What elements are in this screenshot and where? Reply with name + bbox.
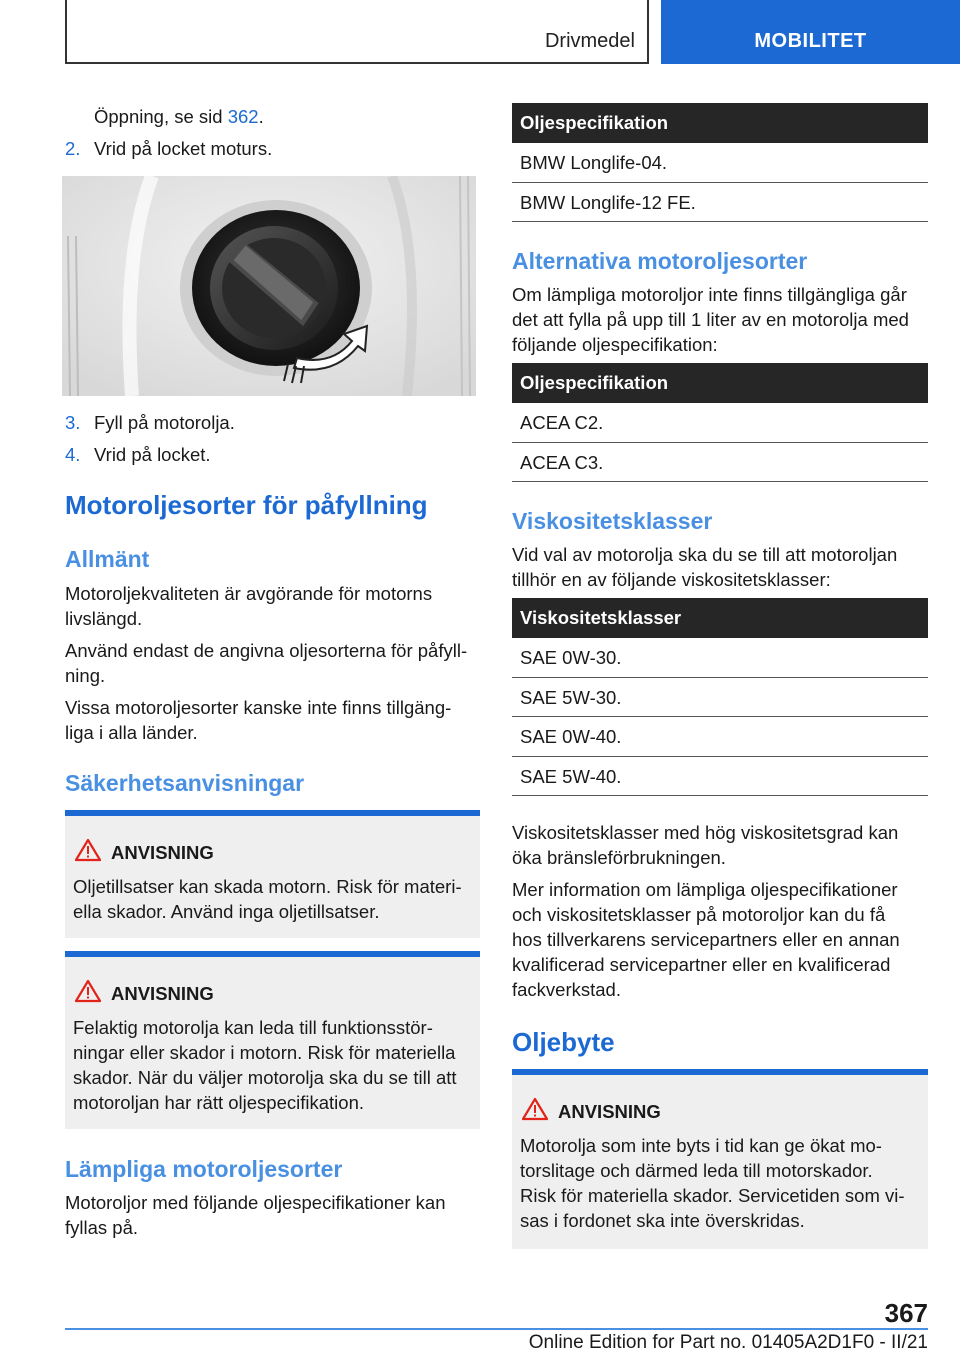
header-chapter-tab: [661, 0, 960, 64]
step-continuation: Öppning, se sid 362.: [94, 106, 264, 127]
notice-box-3: [512, 1069, 928, 1249]
notice-3-title: ANVISNING: [558, 1101, 661, 1122]
notice-2-text: Felaktig motorolja kan leda till funktionsstör‐ ningar eller skador i motorn. Risk för materiella skador. När du väljer motorolja ska du se till att motoroljan har rätt oljespecifikation.: [73, 1017, 457, 1113]
section-title-oil-grades: Motoroljesorter för påfyllning: [65, 490, 428, 520]
viscosity-intro-para: Vid val av motorolja ska du se till att motoroljan tillhör en av följande viskositetsklasser:: [512, 544, 898, 590]
notice-2-title: ANVISNING: [111, 983, 214, 1004]
step-4-text: Vrid på locket.: [94, 444, 211, 465]
notice-box-2: [65, 951, 480, 1129]
table-row: ACEA C2.: [512, 403, 928, 443]
oil-cap-illustration: [62, 176, 476, 396]
warning-triangle-icon: [522, 1097, 548, 1121]
table-row: BMW Longlife-12 FE.: [512, 183, 928, 223]
subheading-alternative-oils: Alternativa motoroljesorter: [512, 248, 808, 274]
viscosity-table: [512, 598, 928, 796]
table-header: Oljespecifikation: [512, 103, 928, 143]
section-title-oil-change: Oljebyte: [512, 1027, 615, 1057]
header-section-tab: [65, 0, 649, 64]
oil-spec-table-1: [512, 103, 928, 222]
notice-1-title: ANVISNING: [111, 842, 214, 863]
notice-3-text: Motorolja som inte byts i tid kan ge ökat mo‐ torslitage och därmed leda till motorskador. Risk för materiella skador. Servicetiden som vi‐ sas i fordonet ska inte överskridas.: [520, 1135, 905, 1231]
viscosity-para-2: Mer information om lämpliga oljespecifikationer och viskositetsklasser på motoroljor kan du få hos tillverkarens servicepartners eller en annan kvalificerad servicepartner eller en kvalificerad fackverkstad.: [512, 879, 900, 1000]
oil-cap-photo: [62, 176, 476, 396]
table-row: SAE 0W-40.: [512, 717, 928, 757]
subheading-viscosity: Viskositetsklasser: [512, 508, 713, 534]
header-chapter-label: MOBILITET: [754, 30, 867, 52]
notice-box-1: [65, 810, 480, 938]
table-row: SAE 5W-30.: [512, 678, 928, 718]
footer-edition: Online Edition for Part no. 01405A2D1F0 - II/21: [528, 1332, 928, 1353]
general-para-1: Motoroljekvaliteten är avgörande för motorns livslängd.: [65, 583, 433, 629]
step-2-number: 2.: [65, 138, 81, 159]
warning-triangle-icon: [75, 979, 101, 1003]
page-number: 367: [884, 1298, 928, 1328]
subheading-general: Allmänt: [65, 546, 150, 572]
oil-spec-table-2: [512, 363, 928, 482]
suitable-oils-para: Motoroljor med följande oljespecifikationer kan fyllas på.: [65, 1192, 446, 1238]
step-4-number: 4.: [65, 444, 81, 465]
step-3-number: 3.: [65, 412, 81, 433]
warning-triangle-icon: [75, 838, 101, 862]
general-para-3: Vissa motoroljesorter kanske inte finns tillgäng‐ liga i alla länder.: [65, 697, 452, 743]
header-section-label: Drivmedel: [544, 30, 635, 52]
general-para-2: Använd endast de angivna oljesorterna för påfyll‐ ning.: [65, 640, 468, 686]
viscosity-para-1: Viskositetsklasser med hög viskositetsgrad kan öka bränsleförbrukningen.: [512, 822, 899, 868]
table-row: ACEA C3.: [512, 443, 928, 483]
notice-1-text: Oljetillsatser kan skada motorn. Risk för materi‐ ella skador. Använd inga oljetillsatser.: [73, 876, 462, 922]
step-3-text: Fyll på motorolja.: [94, 412, 235, 433]
subheading-suitable-oils: Lämpliga motoroljesorter: [65, 1156, 343, 1182]
subheading-safety: Säkerhetsanvisningar: [65, 770, 305, 796]
table-row: BMW Longlife-04.: [512, 143, 928, 183]
page-link-362[interactable]: 362: [227, 106, 259, 127]
step-2-text: Vrid på locket moturs.: [94, 138, 273, 159]
table-row: SAE 5W-40.: [512, 757, 928, 797]
alternative-oils-para: Om lämpliga motoroljor inte finns tillgängliga går det att fylla på upp till 1 liter av en motorolja med följande oljespecifikation:: [512, 284, 909, 355]
table-header: Oljespecifikation: [512, 363, 928, 403]
footer-divider: [65, 1328, 928, 1330]
table-row: SAE 0W-30.: [512, 638, 928, 678]
table-header: Viskositetsklasser: [512, 598, 928, 638]
